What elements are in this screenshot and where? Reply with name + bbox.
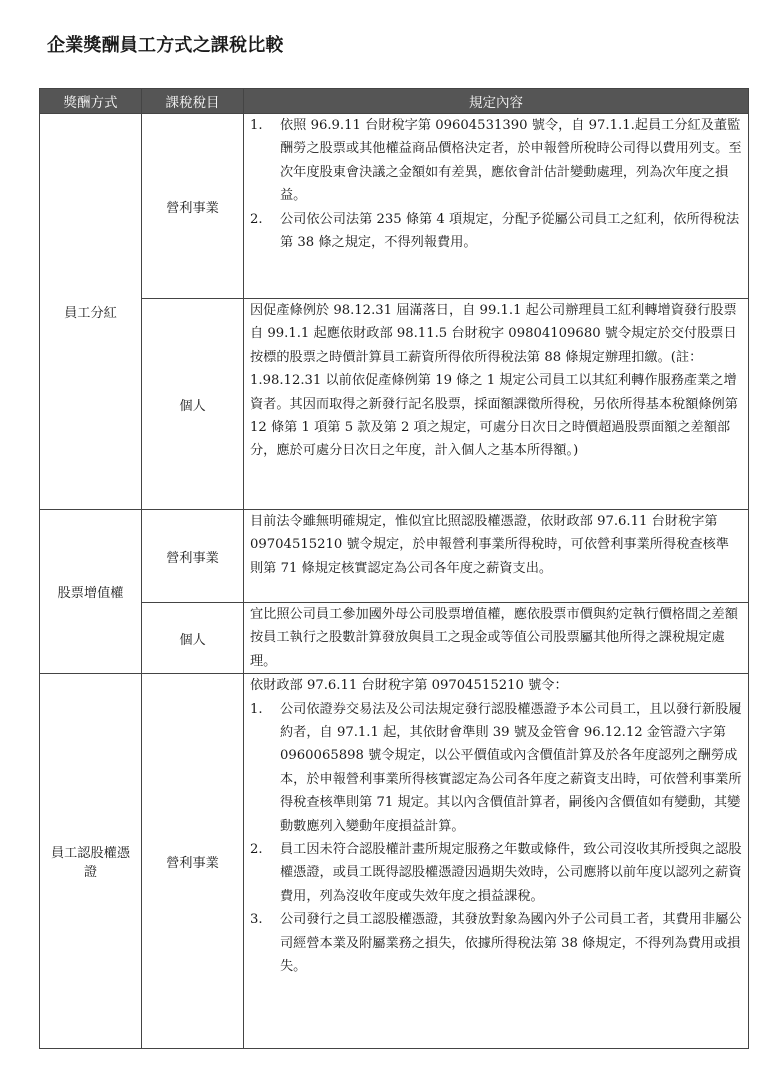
list-number: 1.	[250, 118, 263, 133]
table-row	[40, 114, 749, 299]
list-text: 公司發行之員工認股權憑證，其發放對象為國內外子公司員工者，其費用非屬公司經營本業及附屬業務之損失，依據所得稅法第 38 條規定，不得列為費用或損失。	[280, 912, 742, 975]
list-number: 2.	[250, 211, 263, 227]
subject-label: 營利事業	[166, 855, 219, 871]
method-cell	[40, 114, 142, 510]
content-cell	[244, 674, 749, 1049]
subject-cell	[142, 510, 244, 603]
list-text: 公司依證券交易法及公司法規定發行認股權憑證予本公司員工，且以發行新股履約者，自 97.1.1 起，其依財會準則 39 號及金管會 96.12.12 金管證六字第 0960065898 號令規定，以公平價值或內含價值計算及於各年度認列之酬勞成本，於申報營利事業所得核實認定為公司各年度之薪資支出時，可依營利事業所得稅查核準則第 71 規定。其以內含價值計算者，嗣後內含價值如有變動，其變動數應列入變動年度損益計算。	[280, 701, 742, 834]
list-item	[250, 838, 742, 908]
provision-text: 宜比照公司員工參加國外母公司股票增值權，應依股票市價與約定執行價格間之差額按員工執行之股數計算發放與員工之現金或等值公司股票屬其他所得之課稅規定處理。	[250, 607, 738, 669]
method-cell	[40, 674, 142, 1049]
subject-cell	[142, 603, 244, 674]
content-cell	[244, 299, 749, 510]
table-row	[40, 603, 749, 674]
header-subject: 課稅稅目	[142, 89, 244, 114]
table-header-row	[40, 89, 749, 114]
document-title: 企業獎酬員工方式之課稅比較	[47, 35, 284, 56]
content-cell	[244, 510, 749, 603]
list-number: 1.	[250, 701, 263, 717]
method-label: 股票增值權	[57, 586, 124, 602]
provision-intro: 依財政部 97.6.11 台財稅字第 09704515210 號令：	[250, 678, 568, 694]
tax-comparison-table	[39, 88, 749, 1049]
subject-cell	[142, 114, 244, 299]
list-text: 依照 96.9.11 台財稅字第 09604531390 號令，自 97.1.1.起員工分紅及董監酬勞之股票或其他權益商品價格決定者，於申報營所稅時公司得以費用列支。至次年度股東會決議之金額如有差異，應依會計估計變動處理，列為次年度之損益。	[280, 118, 742, 204]
table-row	[40, 510, 749, 603]
provision-list	[250, 114, 742, 254]
subject-label: 營利事業	[166, 200, 219, 216]
list-item	[250, 908, 742, 978]
provision-text: 因促產條例於 98.12.31 屆滿落日，自 99.1.1 起公司辦理員工紅利轉增資發行股票自 99.1.1 起應依財政部 98.11.5 台財稅字 09804109680 號令規定於交付股票日按標的股票之時價計算員工薪資所得依所得稅法第 88 條規定辦理扣繳。(註：1.98.12.31 以前依促產條例第 19 條之 1 規定公司員工以其紅利轉作服務產業之增資者。其因而取得之新發行記名股票，採面額課徵所得稅，另依所得基本稅額條例第 12 條第 1 項第 5 款及第 2 項之規定，可處分日次日之時價超過股票面額之差額部分，應於可處分日次日之年度，計入個人之基本所得額。)	[250, 303, 738, 459]
subject-cell	[142, 674, 244, 1049]
method-label: 員工分紅	[64, 306, 117, 321]
list-item	[250, 114, 742, 208]
list-text: 員工因未符合認股權計畫所規定服務之年數或條件，致公司沒收其所授與之認股權憑證，或員工既得認股權憑證因過期失效時，公司應將以前年度以認列之薪資費用，列為沒收年度或失效年度之損益課稅。	[280, 842, 742, 904]
method-label: 員工認股權憑證	[50, 846, 131, 881]
header-method: 獎酬方式	[40, 89, 142, 114]
content-cell	[244, 603, 749, 674]
provision-list	[250, 698, 742, 979]
list-item	[250, 698, 742, 838]
table-row	[40, 674, 749, 1049]
list-number: 3.	[250, 912, 263, 928]
list-item	[250, 208, 742, 255]
provision-text: 目前法令雖無明確規定，惟似宜比照認股權憑證，依財政部 97.6.11 台財稅字第 09704515210 號令規定，於申報營利事業所得稅時，可依營利事業所得稅查核準則第 71 條規定核實認定為公司各年度之薪資支出。	[250, 514, 729, 576]
subject-label: 個人	[179, 398, 206, 414]
table-row	[40, 299, 749, 510]
subject-cell	[142, 299, 244, 510]
content-cell	[244, 114, 749, 299]
subject-label: 個人	[179, 632, 206, 648]
subject-label: 營利事業	[166, 550, 219, 566]
header-content: 規定內容	[244, 89, 749, 114]
method-cell	[40, 510, 142, 674]
list-number: 2.	[250, 842, 263, 858]
list-text: 公司依公司法第 235 條第 4 項規定，分配予從屬公司員工之紅利，依所得稅法第 38 條之規定，不得列報費用。	[280, 211, 740, 251]
